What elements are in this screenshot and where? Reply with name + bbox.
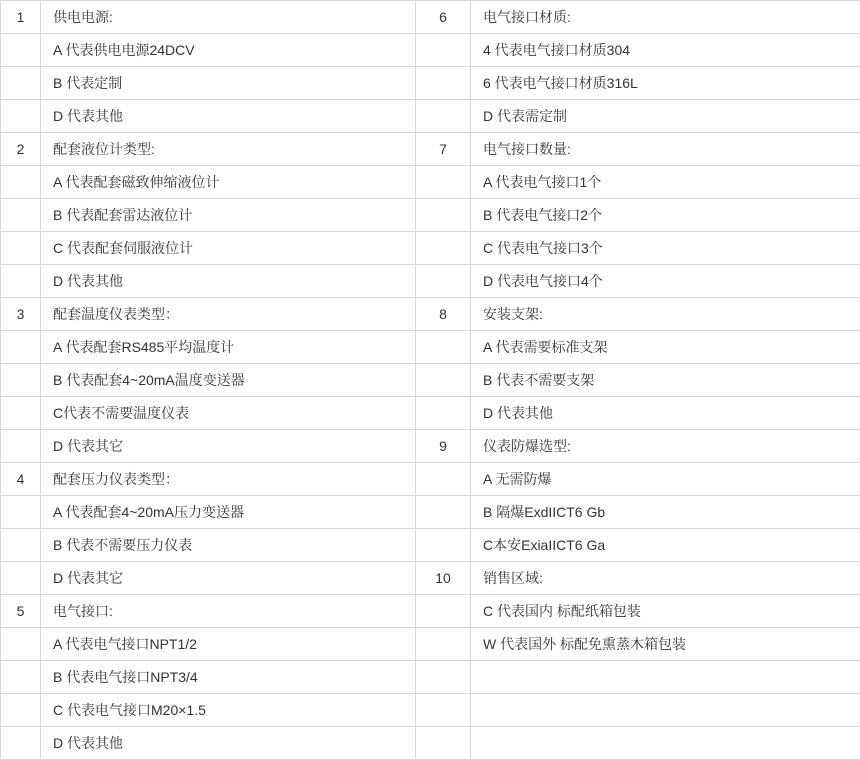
table-row [1,199,860,232]
row-index-cell [1,694,41,727]
option-text-cell: 销售区域: [471,562,860,595]
table-row [1,298,860,331]
option-text-cell: B 代表配套雷达液位计 [41,199,416,232]
row-index-cell [1,562,41,595]
table-row [1,727,860,760]
option-text-cell: 配套液位计类型: [41,133,416,166]
option-text-cell: 仪表防爆选型: [471,430,860,463]
option-text-cell: C代表不需要温度仪表 [41,397,416,430]
option-text-cell: 配套压力仪表类型： [41,463,416,496]
row-index-cell [1,397,41,430]
table-row [1,628,860,661]
option-text-cell [471,727,860,760]
table-row [1,67,860,100]
option-text-cell: B 隔爆ExdIICT6 Gb [471,496,860,529]
table-row [1,265,860,298]
option-text-cell: C本安ExiaIICT6 Ga [471,529,860,562]
option-text-cell: D 代表其他 [41,727,416,760]
option-text-cell: A 代表电气接口1个 [471,166,860,199]
table-row [1,562,860,595]
option-text-cell: A 无需防爆 [471,463,860,496]
row-index-cell: 10 [416,562,471,595]
option-text-cell: 电气接口: [41,595,416,628]
row-index-cell [416,265,471,298]
spec-table-body [1,1,860,760]
option-text-cell [471,694,860,727]
option-text-cell: D 代表其它 [41,562,416,595]
option-text-cell: 4 代表电气接口材质304 [471,34,860,67]
table-row [1,331,860,364]
option-text-cell: A 代表供电电源24DCV [41,34,416,67]
table-row [1,529,860,562]
row-index-cell [1,529,41,562]
row-index-cell [416,529,471,562]
option-text-cell: C 代表电气接口3个 [471,232,860,265]
option-text-cell: A 代表配套4~20mA压力变送器 [41,496,416,529]
table-row [1,397,860,430]
row-index-cell: 9 [416,430,471,463]
option-text-cell: B 代表不需要压力仪表 [41,529,416,562]
table-row [1,34,860,67]
table-row [1,661,860,694]
row-index-cell [1,67,41,100]
row-index-cell [416,496,471,529]
row-index-cell [1,34,41,67]
row-index-cell [416,67,471,100]
row-index-cell: 6 [416,1,471,34]
row-index-cell: 5 [1,595,41,628]
row-index-cell: 8 [416,298,471,331]
row-index-cell [416,595,471,628]
option-text-cell: D 代表其它 [41,430,416,463]
option-text-cell: B 代表定制 [41,67,416,100]
row-index-cell [416,100,471,133]
table-row [1,496,860,529]
row-index-cell [1,199,41,232]
option-text-cell: A 代表需要标准支架 [471,331,860,364]
row-index-cell [416,34,471,67]
option-text-cell: 安装支架: [471,298,860,331]
option-text-cell: 6 代表电气接口材质316L [471,67,860,100]
table-row [1,595,860,628]
option-text-cell: D 代表需定制 [471,100,860,133]
row-index-cell [416,331,471,364]
row-index-cell [416,166,471,199]
option-text-cell: 供电电源: [41,1,416,34]
row-index-cell: 1 [1,1,41,34]
option-text-cell: D 代表电气接口4个 [471,265,860,298]
option-text-cell: A 代表配套磁致伸缩液位计 [41,166,416,199]
row-index-cell [416,364,471,397]
option-text-cell: A 代表电气接口NPT1/2 [41,628,416,661]
option-text-cell: D 代表其他 [471,397,860,430]
option-text-cell: B 代表电气接口2个 [471,199,860,232]
row-index-cell [1,661,41,694]
option-text-cell: 电气接口材质: [471,1,860,34]
table-row [1,430,860,463]
row-index-cell [1,496,41,529]
option-text-cell: A 代表配套RS485平均温度计 [41,331,416,364]
table-row [1,133,860,166]
row-index-cell [416,397,471,430]
option-text-cell: D 代表其他 [41,100,416,133]
row-index-cell [416,727,471,760]
row-index-cell [1,364,41,397]
row-index-cell [1,331,41,364]
option-text-cell: C 代表国内 标配纸箱包装 [471,595,860,628]
row-index-cell: 4 [1,463,41,496]
option-text-cell: C 代表配套伺服液位计 [41,232,416,265]
row-index-cell [416,232,471,265]
row-index-cell [1,232,41,265]
table-row [1,694,860,727]
row-index-cell [1,628,41,661]
row-index-cell [416,628,471,661]
table-row [1,100,860,133]
table-row [1,232,860,265]
row-index-cell [1,727,41,760]
option-text-cell [471,661,860,694]
option-text-cell: 配套温度仪表类型： [41,298,416,331]
row-index-cell [416,463,471,496]
row-index-cell [1,265,41,298]
option-text-cell: W 代表国外 标配免熏蒸木箱包装 [471,628,860,661]
table-row [1,364,860,397]
row-index-cell [1,100,41,133]
row-index-cell: 2 [1,133,41,166]
option-text-cell: B 代表不需要支架 [471,364,860,397]
option-text-cell: B 代表配套4~20mA温度变送器 [41,364,416,397]
row-index-cell [416,199,471,232]
row-index-cell [416,694,471,727]
row-index-cell: 3 [1,298,41,331]
option-text-cell: 电气接口数量: [471,133,860,166]
table-row [1,166,860,199]
row-index-cell: 7 [416,133,471,166]
table-row [1,463,860,496]
row-index-cell [1,430,41,463]
table-row [1,1,860,34]
option-text-cell: D 代表其他 [41,265,416,298]
option-text-cell: C 代表电气接口M20×1.5 [41,694,416,727]
row-index-cell [416,661,471,694]
row-index-cell [1,166,41,199]
option-text-cell: B 代表电气接口NPT3/4 [41,661,416,694]
